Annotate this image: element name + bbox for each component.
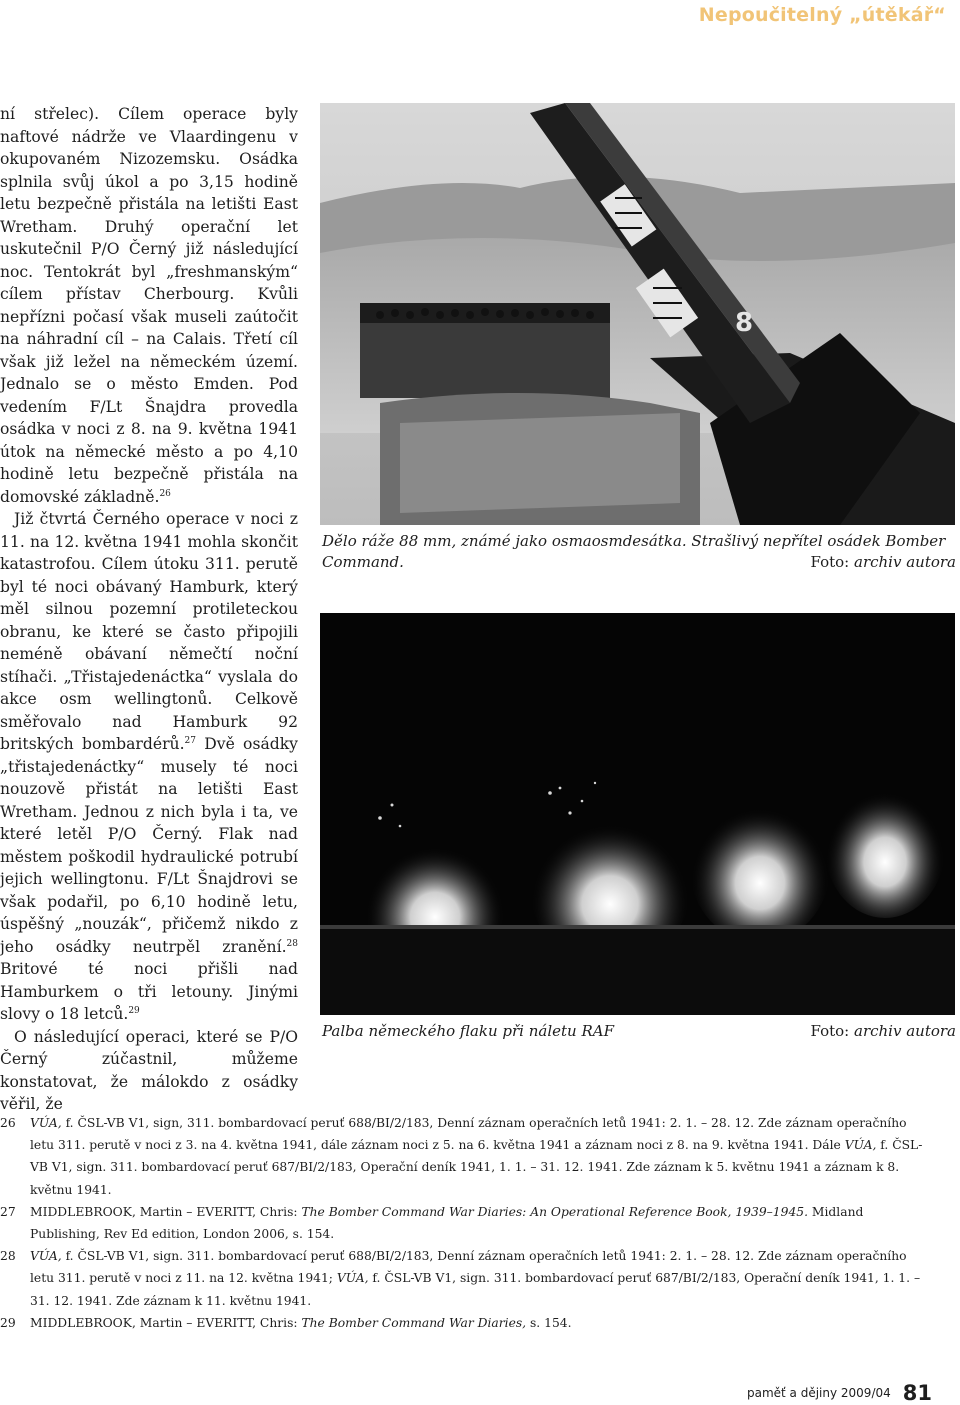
paragraph: O následující operaci, které se P/O Černý zúčastnil, můžeme konstatovat, že málokdo z osádky věřil, že [0, 1027, 298, 1113]
article-text-column [0, 103, 298, 1113]
footnote: 28 VÚA, f. ČSL-VB V1, sign. 311. bombardovací peruť 688/BI/2/183, Denní záznam operačních letů 1941: 2. 1. – 28. 12. Zde záznam operačního letu 311. perutě v noci z 11. na 12. května 1941; VÚA, f. ČSL-VB V1, sign. 311. bombardovací peruť 687/BI/2/183, Operační deník 1941, 1. 1. – 31. 12. 1941. Zde záznam k 11. květnu 1941. [0, 1249, 921, 1308]
flak-barrage-illustration [320, 613, 955, 1015]
flak-88-photo [320, 103, 955, 525]
paragraph: Již čtvrtá Černého operace v noci z 11. na 12. května 1941 mohla skončit katastrofou. Cílem útoku 311. perutě byl té noci obávaný Hamburk, který měl silnou pozemní protileteckou obranu, ke které se často připojili neméně obávaní němečtí noční stíhači. „Třistajedenáctka“ vyslala do akce osm wellingtonů. Celkově směřovalo nad Hamburk 92 britských bombardérů.$^{27}$ Dvě osádky „třistajedenáctky“ musely té noci nouzově přistát na letišti East Wretham. Jednou z nich byla i ta, ve které letěl P/O Černý. Flak nad městem poškodil hydraulické potrubí jejich wellingtonu. F/Lt Šnajdrovi se však podařil, po 6,10 hodině letu, úspěšný „nouzák“, přičemž nikdo z jeho osádky neutrpěl zranění.$^{28}$ Britové té noci přišli nad Hamburkem o tři letouny. Jinými slovy o 18 letců.$^{29}$ [0, 510, 298, 1023]
footnote-ref: 27 [184, 735, 196, 746]
page-folio [747, 1381, 932, 1405]
flak-barrage-photo [320, 613, 955, 1015]
footnote: 26 VÚA, f. ČSL-VB V1, sign, 311. bombardovací peruť 688/BI/2/183, Denní záznam operačních letů 1941: 2. 1. – 28. 12. Zde záznam operačního letu 311. perutě v noci z 3. na 4. května 1941, dále záznam noci z 5. na 6. května 1941 a záznam noci z 8. na 9. května 1941. Dále VÚA, f. ČSL-VB V1, sign. 311. bombardovací peruť 687/BI/2/183, Operační deník 1941, 1. 1. – 31. 12. 1941. Zde záznam k 5. květnu 1941 a záznam k 8. květnu 1941. [0, 1116, 923, 1197]
paragraph: ní střelec). Cílem operace byly naftové nádrže ve Vlaardingenu v okupovaném Nizozemsku. Osádka splnila svůj úkol a po 3,15 hodině letu bezpečně přistála na letišti East Wretham. Druhý operační let uskutečnil P/O Černý již následující noc. Tentokrát byl „freshmanským“ cílem přístav Cherbourg. Kvůli nepřízni počasí však museli zaútočit na náhradní cíl – na Calais. Třetí cíl však již ležel na německém území. Jednalo se o město Emden. Pod vedením F/Lt Šnajdra provedla osádka v noci z 8. na 9. května 1941 útok na německé město a po 4,10 hodině letu bezpečně přistála na domovské základně.$^{26}$ [0, 105, 298, 506]
photo-credit: Foto: archiv autora [810, 1022, 956, 1040]
photo-credit: Foto: archiv autora [810, 553, 956, 571]
footnote: 27 MIDDLEBROOK, Martin – EVERITT, Chris: The Bomber Command War Diaries: An Operational Reference Book, 1939–1945. Midland Publishing, Rev Ed edition, London 2006, s. 154. [0, 1204, 864, 1242]
footnotes [0, 1112, 930, 1334]
footnote-ref: 28 [286, 938, 298, 949]
magazine-name: paměť a dějiny 2009/04 [746, 1386, 891, 1400]
footnote-ref: 29 [128, 1005, 140, 1016]
running-title: Nepoučitelný „útěkář“ [698, 4, 946, 26]
flak-88-illustration [320, 103, 955, 525]
photo-caption: Palba německého flaku při náletu RAF Foto: archiv autora [322, 1022, 956, 1040]
photo-caption: Dělo ráže 88 mm, známé jako osmaosmdesátka. Strašlivý nepřítel osádek Bomber Command. Foto: archiv autora [322, 532, 956, 571]
svg-text:8: 8 [735, 308, 754, 338]
page-number: 81 [902, 1381, 932, 1405]
footnote-ref: 26 [159, 488, 171, 499]
footnote: 29 MIDDLEBROOK, Martin – EVERITT, Chris: The Bomber Command War Diaries, s. 154. [0, 1315, 572, 1330]
